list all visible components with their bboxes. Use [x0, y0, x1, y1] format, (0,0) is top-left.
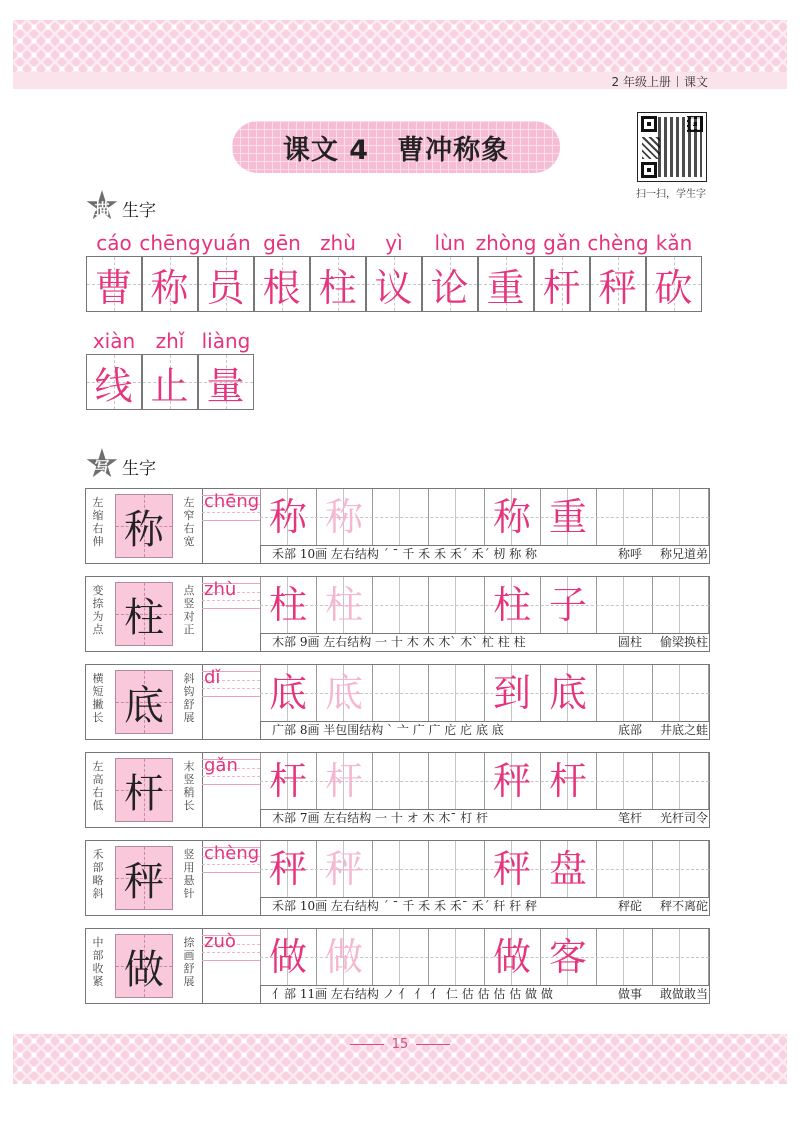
word-character-2: 子: [548, 583, 587, 627]
pinyin-label: zhǐ: [155, 329, 185, 353]
category-label: 课文: [683, 75, 708, 89]
stroke-tip-right: 竖用悬针: [183, 848, 195, 900]
model-column: [86, 577, 203, 651]
write-practice-row: [85, 928, 710, 1004]
pinyin-label: gǎn: [543, 231, 581, 255]
tianzige-box[interactable]: [366, 256, 422, 312]
write-practice-row: [85, 664, 710, 740]
qr-finder: [641, 116, 657, 132]
pinyin-label: chēng: [204, 491, 260, 512]
tianzige-box[interactable]: [198, 256, 254, 312]
trace-character: 重: [486, 265, 525, 310]
model-character-box: [115, 494, 173, 558]
faded-trace-character: 称: [324, 495, 363, 539]
pinyin-lines: [202, 841, 261, 915]
pinyin-label: gēn: [263, 231, 301, 255]
word-character-1: 秤: [492, 759, 531, 803]
trace-section-header: [86, 190, 156, 222]
write-star-icon: 写: [86, 448, 118, 480]
trace-cell: [198, 328, 254, 410]
example-word: 底部: [617, 723, 642, 737]
word-character-1: 称: [492, 495, 531, 539]
trace-cell: [587, 230, 649, 312]
practice-character: 做: [268, 935, 307, 979]
example-idiom: 敢做敢当: [659, 987, 708, 1001]
header-divider: [677, 76, 678, 87]
stroke-tip-left: 左高右低: [92, 760, 104, 812]
radical-strokes-order: 亻部 11画 左右结构 ノ 亻 亻 亻 仁 估 估 估 估 做 做: [272, 987, 553, 1001]
pinyin-label: zhòng: [475, 231, 537, 255]
model-column: [86, 665, 203, 739]
word-character-1: 柱: [492, 583, 531, 627]
writing-grid[interactable]: [260, 929, 709, 986]
trace-character: 止: [150, 363, 189, 408]
write-practice-row: [85, 576, 710, 652]
stroke-tip-right: 斜钩舒展: [183, 672, 195, 724]
word-character-2: 底: [548, 671, 587, 715]
radical-strokes-order: 木部 7画 左右结构 一 十 オ 木 木ˉ 朾 杆: [272, 811, 488, 825]
practice-character: 底: [268, 671, 307, 715]
trace-row-1: [86, 230, 702, 312]
top-pattern-band: [13, 20, 787, 72]
writing-grid[interactable]: [260, 489, 709, 546]
model-character-box: [115, 582, 173, 646]
trace-character: 论: [430, 265, 469, 310]
writing-grid[interactable]: [260, 577, 709, 634]
model-column: [86, 841, 203, 915]
pinyin-lines: [202, 665, 261, 739]
model-character: 底: [124, 682, 164, 729]
example-word: 秤砣: [617, 899, 642, 913]
qr-code-icon[interactable]: [637, 112, 707, 182]
pinyin-label: yuán: [201, 231, 251, 255]
pinyin-label: xiàn: [92, 329, 136, 353]
stroke-info: [272, 546, 708, 563]
tianzige-box[interactable]: [254, 256, 310, 312]
model-character: 做: [124, 946, 164, 993]
trace-character: 线: [94, 363, 133, 408]
write-section-header: [86, 448, 156, 480]
pinyin-lines: [202, 489, 261, 563]
word-character-1: 秤: [492, 847, 531, 891]
write-practice-row: [85, 840, 710, 916]
tianzige-box[interactable]: [422, 256, 478, 312]
pinyin-label: yì: [385, 231, 403, 255]
trace-cell: [139, 230, 201, 312]
pinyin-label: zhù: [204, 579, 237, 600]
stroke-tip-left: 变捺为点: [92, 584, 104, 636]
pinyin-label: zhù: [320, 231, 356, 255]
model-character: 秤: [124, 858, 164, 905]
faded-trace-character: 底: [324, 671, 363, 715]
example-idiom: 光杆司令: [659, 811, 708, 825]
faded-trace-character: 柱: [324, 583, 363, 627]
word-character-1: 到: [492, 671, 531, 715]
model-character-box: [115, 846, 173, 910]
word-character-2: 杆: [548, 759, 587, 803]
pinyin-label: dǐ: [204, 667, 221, 688]
tianzige-box[interactable]: [198, 354, 254, 410]
pinyin-lines: [202, 753, 261, 827]
word-character-2: 盘: [548, 847, 587, 891]
writing-grid[interactable]: [260, 665, 709, 722]
example-idiom: 偷梁换柱: [659, 635, 708, 649]
writing-grid[interactable]: [260, 841, 709, 898]
trace-cell: [254, 230, 310, 312]
trace-cell: [198, 230, 254, 312]
stroke-tip-right: 末竖稍长: [183, 760, 195, 812]
trace-character: 量: [206, 363, 245, 408]
stroke-info: [272, 722, 708, 739]
trace-star-icon: 描: [86, 190, 118, 222]
pinyin-label: chèng: [204, 843, 260, 864]
tianzige-box[interactable]: [534, 256, 590, 312]
example-word: 笔杆: [617, 811, 642, 825]
example-idiom: 秤不离砣: [659, 899, 708, 913]
radical-strokes-order: 木部 9画 左右结构 一 十 木 木 木ˋ 木ˋ 杧 柱 柱: [272, 635, 526, 649]
example-idiom: 井底之蛙: [659, 723, 708, 737]
tianzige-box[interactable]: [142, 354, 198, 410]
trace-cell: [142, 328, 198, 410]
model-column: [86, 929, 203, 1003]
write-practice-row: [85, 488, 710, 564]
write-practice-row: [85, 752, 710, 828]
header-breadcrumb: [612, 73, 708, 90]
grade-label: 2 年级上册: [611, 75, 671, 89]
radical-strokes-order: 禾部 10画 左右结构 ˊ ˉ 千 禾 禾 禾ˉ 禾ˊ 秆 秆 秤: [272, 899, 538, 913]
trace-cell: [534, 230, 590, 312]
lesson-title-banner: [232, 121, 560, 173]
trace-row-2: [86, 328, 254, 410]
word-character-2: 客: [548, 935, 587, 979]
pinyin-lines: [202, 577, 261, 651]
trace-character: 称: [150, 265, 189, 310]
example-word: 称呼: [617, 547, 642, 561]
qr-finder: [641, 162, 657, 178]
word-character-1: 做: [492, 935, 531, 979]
trace-character: 根: [262, 265, 301, 310]
trace-cell: [475, 230, 537, 312]
practice-character: 称: [268, 495, 307, 539]
stroke-info: [272, 986, 708, 1003]
model-column: [86, 489, 203, 563]
model-character: 杆: [124, 770, 164, 817]
pinyin-label: zuò: [204, 931, 236, 952]
trace-character: 员: [206, 265, 245, 310]
pinyin-label: lùn: [434, 231, 466, 255]
stroke-info: [272, 898, 708, 915]
tianzige-box[interactable]: [86, 256, 142, 312]
pinyin-label: cáo: [96, 231, 132, 255]
trace-cell: [310, 230, 366, 312]
stroke-tip-left: 横短撇长: [92, 672, 104, 724]
word-character-2: 重: [548, 495, 587, 539]
practice-character: 秤: [268, 847, 307, 891]
tianzige-box[interactable]: [310, 256, 366, 312]
pinyin-lines: [202, 929, 261, 1003]
trace-cell: [646, 230, 702, 312]
qr-caption: 扫一扫，学生字: [636, 189, 706, 200]
practice-character: 柱: [268, 583, 307, 627]
radical-strokes-order: 广部 8画 半包围结构 ˋ 亠 广 广 庀 庀 底 底: [272, 723, 504, 737]
lesson-title: 课文 4 曹冲称象: [282, 134, 510, 166]
tianzige-box[interactable]: [86, 354, 142, 410]
stroke-tip-right: 左窄右宽: [183, 496, 195, 548]
stroke-info: [272, 810, 708, 827]
qr-pattern: [642, 137, 660, 159]
tianzige-box[interactable]: [478, 256, 534, 312]
trace-cell: [366, 230, 422, 312]
stroke-tip-left: 左缩右伸: [92, 496, 104, 548]
stroke-tip-left: 禾部略斜: [92, 848, 104, 900]
trace-cell: [422, 230, 478, 312]
pinyin-label: liàng: [201, 329, 251, 353]
model-column: [86, 753, 203, 827]
faded-trace-character: 做: [324, 935, 363, 979]
trace-character: 杆: [542, 265, 581, 310]
pinyin-label: chēng: [139, 231, 201, 255]
model-character-box: [115, 934, 173, 998]
stroke-info: [272, 634, 708, 651]
trace-character: 议: [374, 265, 413, 310]
model-character-box: [115, 758, 173, 822]
write-section-title: 生字: [122, 458, 156, 479]
pinyin-label: chèng: [587, 231, 649, 255]
model-character: 柱: [124, 594, 164, 641]
stroke-tip-right: 点竖对正: [183, 584, 195, 636]
model-character-box: [115, 670, 173, 734]
example-idiom: 称兄道弟: [659, 547, 708, 561]
trace-character: 曹: [94, 265, 133, 310]
example-word: 圆柱: [617, 635, 642, 649]
practice-character: 杆: [268, 759, 307, 803]
pinyin-label: gǎn: [204, 755, 238, 776]
stroke-tip-left: 中部收紧: [92, 936, 104, 988]
trace-cell: [86, 230, 142, 312]
trace-character: 柱: [318, 265, 357, 310]
page-number: 15: [0, 1037, 800, 1052]
example-word: 做事: [617, 987, 642, 1001]
trace-character: 秤: [598, 265, 637, 310]
tianzige-box[interactable]: [590, 256, 646, 312]
writing-grid[interactable]: [260, 753, 709, 810]
stroke-tip-right: 捺画舒展: [183, 936, 195, 988]
qr-pattern: [658, 117, 702, 177]
tianzige-box[interactable]: [646, 256, 702, 312]
radical-strokes-order: 禾部 10画 左右结构 ˊ ˉ 千 禾 禾 禾ˊ 禾ˊ 杒 称 称: [272, 547, 538, 561]
faded-trace-character: 秤: [324, 847, 363, 891]
trace-section-title: 生字: [122, 200, 156, 221]
tianzige-box[interactable]: [142, 256, 198, 312]
trace-cell: [86, 328, 142, 410]
pinyin-label: kǎn: [655, 231, 693, 255]
model-character: 称: [124, 506, 164, 553]
faded-trace-character: 杆: [324, 759, 363, 803]
trace-character: 砍: [654, 265, 693, 310]
